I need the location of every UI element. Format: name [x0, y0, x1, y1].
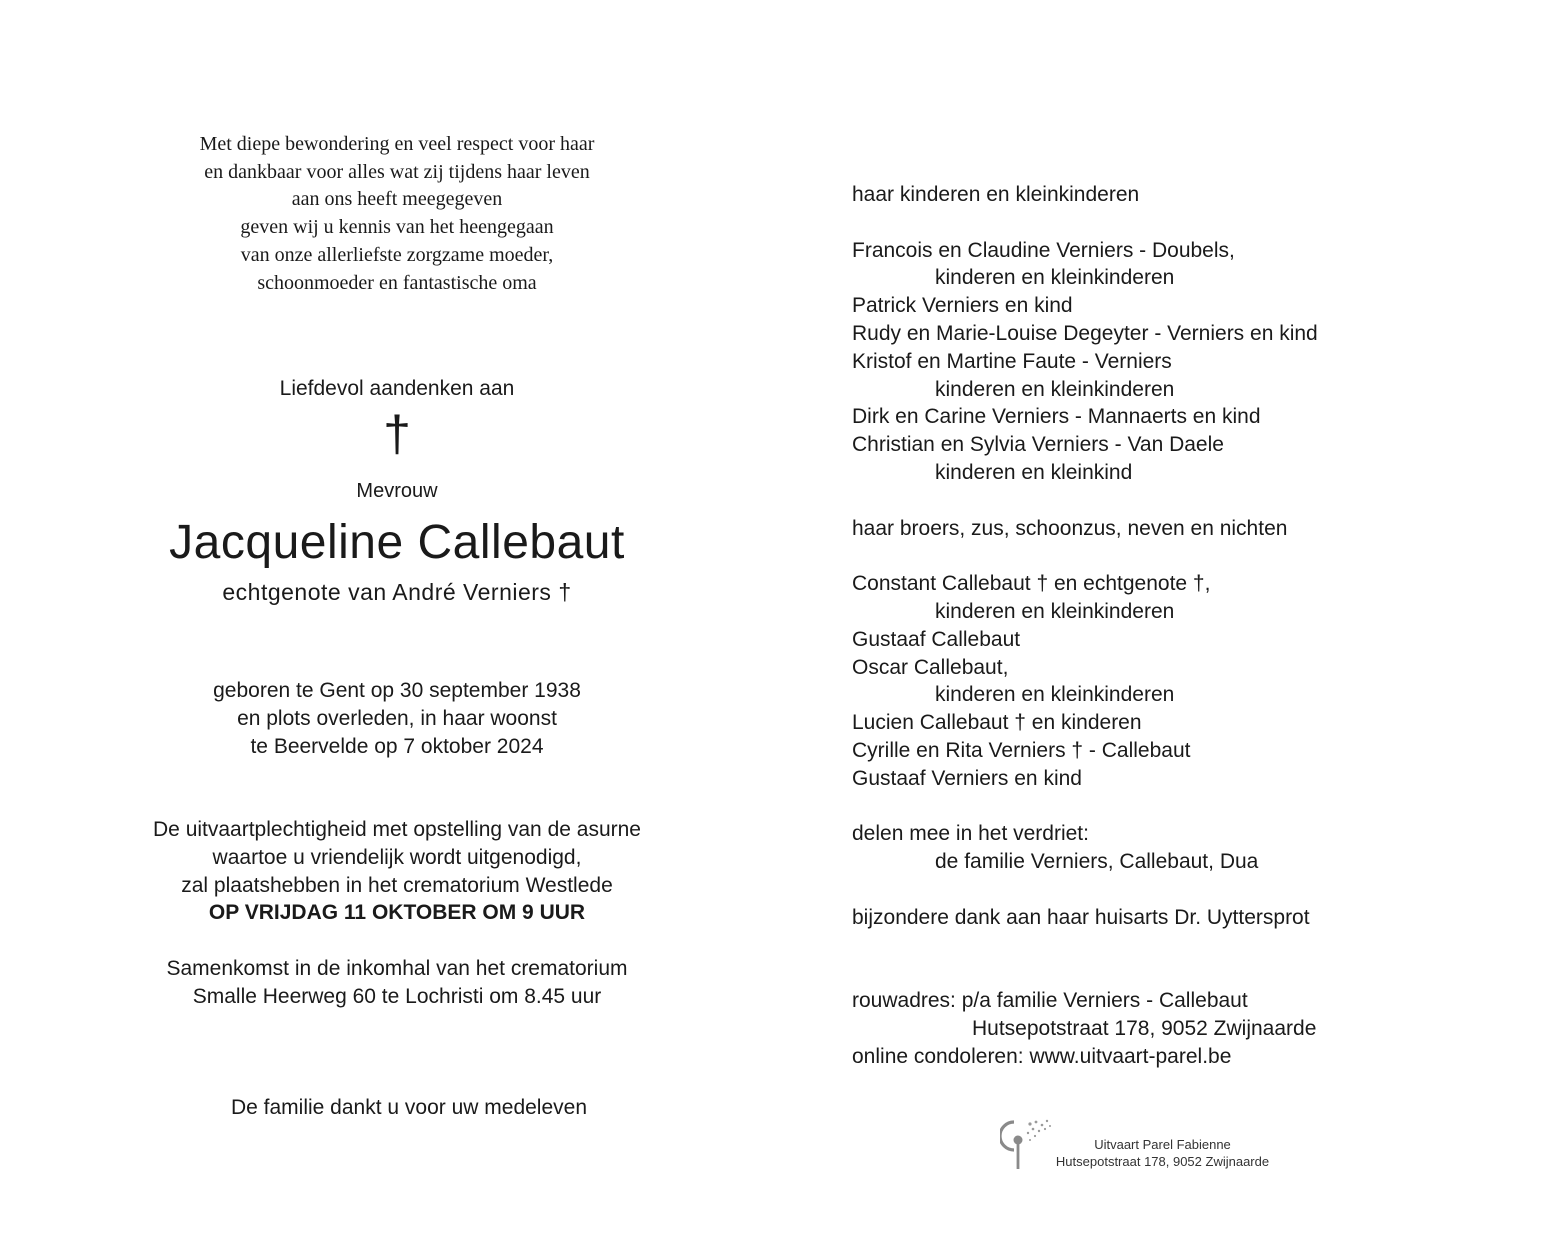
intro-line: geven wij u kennis van het heengegaan [240, 216, 554, 239]
salutation: Mevrouw [356, 480, 438, 502]
ceremony-line: zal plaatshebben in het crematorium Westlede [181, 873, 613, 897]
family-member-line: Rudy en Marie-Louise Degeyter - Verniers en kind [852, 321, 1318, 345]
family-member-line: kinderen en kleinkinderen [935, 266, 1175, 290]
family-member-line: Francois en Claudine Verniers - Doubels, [852, 238, 1235, 262]
family-member-line: Dirk en Carine Verniers - Mannaerts en kind [852, 405, 1261, 429]
ceremony-date: OP VRIJDAG 11 OKTOBER OM 9 UUR [208, 901, 586, 925]
family-member-line: Lucien Callebaut † en kinderen [852, 711, 1142, 735]
family-member-line: Christian en Sylvia Verniers - Van Daele [852, 433, 1224, 457]
family-thanks: De familie dankt u voor uw medeleven [230, 1096, 587, 1119]
family-member-line: Gustaaf Verniers en kind [852, 766, 1082, 790]
birth-death-text [100, 677, 694, 760]
spouse-line: echtgenote van André Verniers † [222, 579, 572, 605]
family-member-line: kinderen en kleinkinderen [935, 599, 1175, 623]
family-member-line: Gustaaf Callebaut [852, 627, 1021, 651]
family-member-line: Constant Callebaut † en echtgenote †, [852, 572, 1211, 596]
family-member-line: kinderen en kleinkinderen [935, 683, 1175, 707]
family-list [852, 181, 1492, 1071]
ceremony-line: waartoe u vriendelijk wordt uitgenodigd, [212, 845, 582, 869]
intro-line: aan ons heeft meegegeven [291, 188, 503, 211]
meeting-line: Smalle Heerweg 60 te Lochristi om 8.45 uur [192, 984, 602, 1008]
children-heading: haar kinderen en kleinkinderen [852, 183, 1140, 206]
meeting-line: Samenkomst in de inkomhal van het crematorium [166, 957, 628, 980]
intro-line: Met diepe bewondering en veel respect voor haar [199, 133, 595, 155]
family-member-line: kinderen en kleinkinderen [935, 377, 1175, 401]
siblings-heading: haar broers, zus, schoonzus, neven en nichten [852, 516, 1288, 540]
intro-text [100, 131, 694, 297]
birth-death-line: en plots overleden, in haar woonst [237, 706, 557, 730]
children-list [852, 237, 1492, 487]
mourning-address-label: rouwadres: p/a familie Verniers - Callebaut [852, 989, 1248, 1013]
family-member-line: Oscar Callebaut, [852, 655, 1009, 679]
deceased-name: Jacqueline Callebaut [169, 516, 625, 569]
birth-death-line: geboren te Gent op 30 september 1938 [213, 679, 581, 702]
online-condolences[interactable]: online condoleren: www.uitvaart-parel.be [852, 1044, 1232, 1068]
intro-line: schoonmoeder en fantastische oma [257, 271, 537, 294]
share-heading: delen mee in het verdriet: [852, 822, 1089, 846]
funeral-home-address: Hutsepotstraat 178, 9052 Zwijnaarde [1055, 1154, 1270, 1169]
family-member-line: Patrick Verniers en kind [852, 294, 1073, 318]
share-families: de familie Verniers, Callebaut, Dua [935, 850, 1259, 874]
family-member-line: kinderen en kleinkind [935, 460, 1133, 484]
meeting-text [100, 955, 694, 1011]
special-thanks: bijzondere dank aan haar huisarts Dr. Uyttersprot [852, 905, 1310, 929]
funeral-home-name: Uitvaart Parel Fabienne [1094, 1137, 1231, 1152]
birth-death-line: te Beervelde op 7 oktober 2024 [250, 734, 544, 758]
intro-line: van onze allerliefste zorgzame moeder, [240, 243, 554, 266]
family-member-line: Kristof en Martine Faute - Verniers [852, 349, 1172, 373]
family-member-line: Cyrille en Rita Verniers † - Callebaut [852, 738, 1191, 762]
mourning-address-street: Hutsepotstraat 178, 9052 Zwijnaarde [972, 1016, 1317, 1040]
cross-icon: † [383, 406, 411, 462]
intro-line: en dankbaar voor alles wat zij tijdens haar leven [204, 160, 590, 183]
memorial-heading: Liefdevol aandenken aan [279, 377, 515, 400]
funeral-home-info [1040, 1136, 1285, 1170]
siblings-list [852, 570, 1492, 792]
ceremony-text [100, 816, 694, 927]
ceremony-line: De uitvaartplechtigheid met opstelling van de asurne [153, 818, 641, 841]
